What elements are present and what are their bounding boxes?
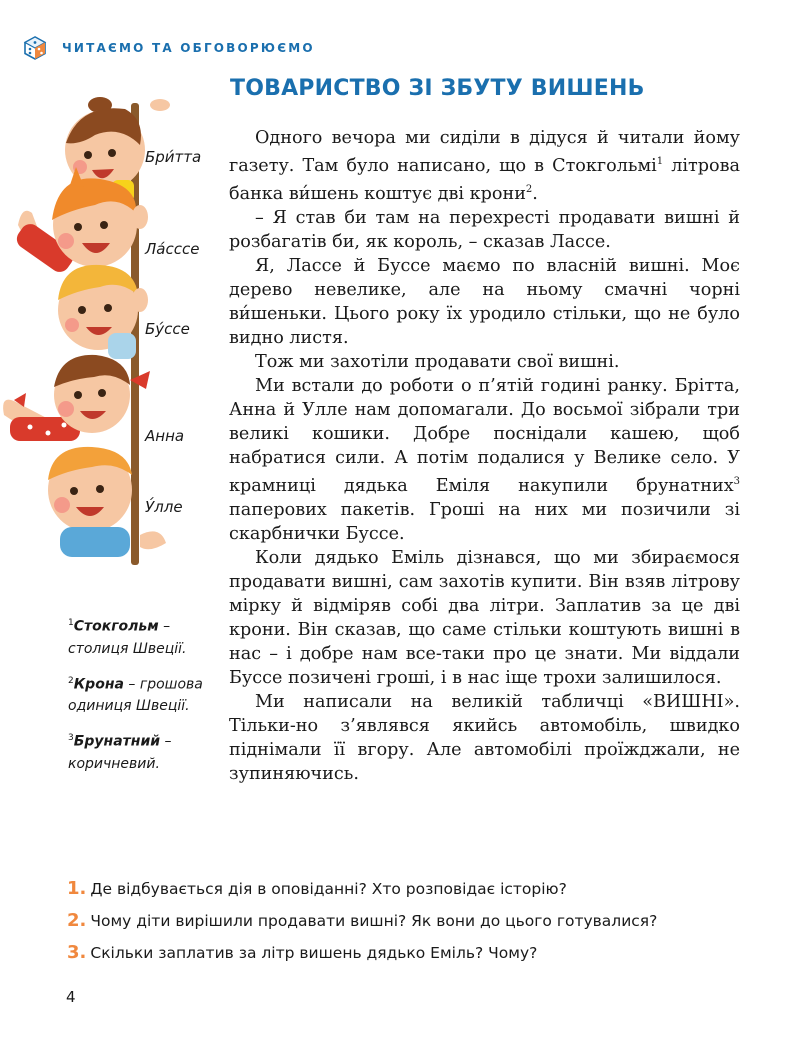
- story-paragraph: Одного вечора ми сиділи в дідуся й читали йому газету. Там було написано, що в Стокгольмі$^1$ літрова банка ви́шень коштує дві крони$^2$.: [229, 128, 740, 204]
- footnote-ref: 3: [733, 475, 740, 487]
- page-title: ТОВАРИСТВО ЗІ ЗБУТУ ВИШЕНЬ: [230, 76, 645, 101]
- story-paragraph: Я, Лассе й Буссе маємо по власній вишні. Моє дерево невелике, але на ньому смачні чорні ви́шеньки. Цього року їх уродило стільки, що не було видно листя.: [229, 255, 740, 348]
- kid-name-lasse: Ла́сссе: [145, 240, 200, 258]
- kid-name-busse: Бу́ссе: [145, 320, 190, 338]
- question-1: 1. Де відбувається дія в оповіданні? Хто розповідає історію?: [67, 878, 567, 899]
- footnote-1: $^1$Стокгольм – столиця Швеції.: [68, 618, 187, 657]
- kid-anna: [3, 355, 150, 441]
- question-3: 3. Скільки заплатив за літр вишень дядько Еміль? Чому?: [67, 942, 538, 963]
- story-paragraph: Коли дядько Еміль дізнався, що ми збираємося продавати вишні, сам захотів купити. Він взяв літрову мірку й відміряв собі два літри. Заплатив за це дві крони. Він сказав, що саме стільки коштують вишні в нас – і добре нам все-таки про це знати. Ми віддали Буссе позичені гроші, і в нас іще трохи залишилося.: [229, 547, 740, 688]
- kid-name-britta: Бри́тта: [145, 148, 202, 166]
- question-2: 2. Чому діти вирішили продавати вишні? Як вони до цього готувалися?: [67, 910, 658, 931]
- footnote-ref: 2: [525, 183, 533, 195]
- story-paragraph: Ми написали на великій табличці «ВИШНІ». Тільки-но з’являвся якийсь автомобіль, швидко піднімали її вгору. Але автомобілі проїжджали, не зупиняючись.: [229, 691, 740, 784]
- story-paragraph: Тож ми захотіли продавати свої вишні.: [255, 351, 620, 372]
- section-label: ЧИТАЄМО ТА ОБГОВОРЮЄМО: [62, 41, 315, 55]
- footnote-ref: 1: [656, 156, 664, 167]
- kid-name-anna: Анна: [145, 427, 185, 445]
- footnote-2: $^2$Крона – грошова одиниця Швеції.: [68, 675, 203, 715]
- kid-name-ulle: У́лле: [145, 498, 183, 516]
- footnotes: [68, 612, 208, 785]
- story-text: [229, 126, 740, 786]
- footnote-3: $^3$Брунатний – коричневий.: [68, 733, 172, 772]
- questions: [67, 878, 777, 974]
- page-number: 4: [66, 988, 76, 1006]
- section-header: [22, 34, 315, 62]
- children-illustration: [0, 95, 210, 580]
- story-paragraph: – Я став би там на перехресті продавати вишні й розбагатів би, як король, – сказав Лассе.: [229, 207, 740, 252]
- dice-icon: [22, 35, 48, 61]
- story-paragraph: Ми встали до роботи о п’ятій годині ранку. Брітта, Анна й Улле нам допомагали. До восьмої зібрали три великі кошики. Добре поснідали кашею, щоб набратися сили. А потім подалися у Велике село. У крамниці дядька Еміля накупили брунатних$^3$ паперових пакетів. Гроші на них ми позичили зі скарбнички Буссе.: [229, 375, 740, 544]
